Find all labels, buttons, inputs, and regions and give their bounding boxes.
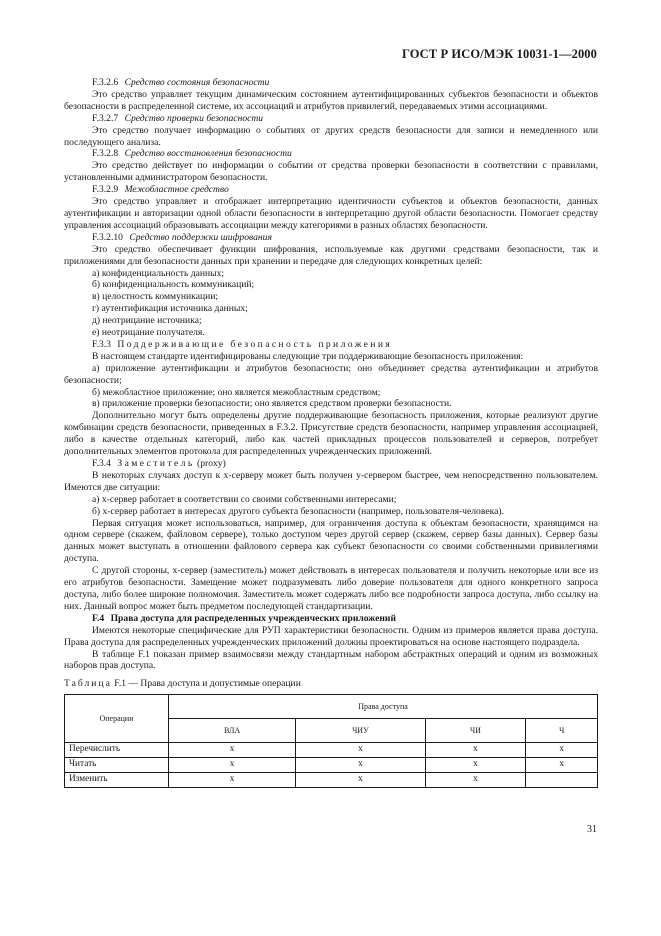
- table-header-row: [65, 695, 598, 719]
- table-cell: x: [169, 758, 296, 773]
- paragraph: Это средство управляет текущим динамическим состоянием аутентифицированных субъектов безопасности и объектов безопасности в распределенной системе, их ассоциаций и атрибутов привилегий, передаваемых этими ассоциациями.: [64, 88, 598, 112]
- list-item: в) приложение проверки безопасности; оно является средством проверки безопасности.: [92, 398, 452, 410]
- paragraph: Это средство получает информацию о событиях от других средств безопасности для записи и немедленного или последующего анализа.: [64, 124, 598, 148]
- paragraph: В некоторых случаях доступ к x-серверу может быть получен y-сервером быстрее, чем непосредственно пользователем. Имеются две ситуации:: [64, 469, 598, 493]
- section-heading: F.3.2.9 Межобластное средство: [92, 184, 229, 196]
- paragraph: Имеются некоторые специфические для РУП характеристики безопасности. Одним из примеров является права доступа. Права доступа для распределенных учрежденческих приложений должны проектироваться на основе настоящего подраздела.: [64, 624, 598, 648]
- table-row: [65, 758, 598, 773]
- page-number: 31: [587, 824, 597, 835]
- operations-header: Операции: [65, 695, 169, 743]
- column-header: ВЛА: [169, 719, 296, 743]
- section-heading: F.3.2.8 Средство восстановления безопасности: [92, 148, 292, 160]
- list-item: б) x-сервер работает в интересах другого субъекта безопасности (например, пользователя-человека).: [92, 505, 504, 517]
- column-header: Ч: [526, 719, 598, 743]
- table-cell: x: [296, 773, 425, 788]
- operation-cell: Читать: [65, 758, 169, 773]
- section-heading: F.3.2.10 Средство поддержки шифрования: [92, 231, 272, 243]
- list-item: д) неотрицание источника;: [92, 315, 202, 327]
- paragraph: Это средство действует по информации о событии от средства проверки безопасности в соответствии с правилами, установленными администратором безопасности.: [64, 160, 598, 184]
- paragraph: В настоящем стандарте идентифицированы следующие три поддерживающие безопасность приложения:: [92, 350, 524, 362]
- rights-header: Права доступа: [169, 695, 598, 719]
- document-body: [64, 77, 598, 788]
- table-cell: x: [425, 758, 526, 773]
- paragraph: Первая ситуация может использоваться, например, для ограничения доступа к объектам безопасности, хранящимся на одном сервере (скажем, файловом сервере), только доступом через другой сервер (скажем, сервер базы данных). Сервер базы данных может выступать в отношении файлового сервера как субъект безопасности со своими собственными привилегиями доступа.: [64, 517, 598, 565]
- table-cell: x: [526, 758, 598, 773]
- table-caption: Таблица F.1 — Права доступа и допустимые операции: [64, 678, 301, 690]
- section-heading: F.3.2.7 Средство проверки безопасности: [92, 112, 264, 124]
- paragraph: Это средство обеспечивает функции шифрования, используемые как другими средствами безопасности, так и приложениями для безопасности данных при хранении и передаче для следующих конкретных целей:: [64, 243, 598, 267]
- access-rights-table: [64, 694, 598, 788]
- list-item: а) приложение аутентификации и атрибутов безопасности; оно объединяет средства аутентификации и атрибутов безопасности;: [64, 362, 598, 386]
- list-item: г) аутентификация источника данных;: [92, 303, 248, 315]
- section-heading: F.4 Права доступа для распределенных учрежденческих приложений: [92, 612, 396, 624]
- list-item: б) межобластное приложение; оно является межобластным средством;: [92, 386, 381, 398]
- paragraph: Дополнительно могут быть определены другие поддерживающие безопасность приложения, которые реализуют другие комбинации средств безопасности, приведенных в F.3.2. Присутствие средств безопасности, например управления ассоциацией, либо в качестве отдельных категорий, либо как частей прикладных процессов пользователей и серверов, потребует дополнительных элементов протокола для распределенных учрежденческих приложений.: [64, 410, 598, 458]
- table-cell: [526, 773, 598, 788]
- list-item: а) x-сервер работает в соответствии со своими собственными интересами;: [92, 493, 397, 505]
- table-cell: x: [169, 773, 296, 788]
- table-row: [65, 773, 598, 788]
- operation-cell: Изменить: [65, 773, 169, 788]
- table-cell: x: [169, 743, 296, 758]
- table-cell: x: [296, 743, 425, 758]
- document-header: ГОСТ Р ИСО/МЭК 10031-1—2000: [401, 47, 597, 61]
- column-header: ЧИ: [425, 719, 526, 743]
- section-heading: F.3.2.6 Средство состояния безопасности: [92, 77, 270, 88]
- table-cell: x: [425, 743, 526, 758]
- list-item: е) неотрицание получателя.: [92, 327, 205, 339]
- table-cell: x: [296, 758, 425, 773]
- section-heading: F.3.4 Заместитель (proxy): [92, 458, 226, 469]
- table-cell: x: [425, 773, 526, 788]
- paragraph: Это средство управляет и отображает интерпретацию идентичности субъектов и объектов безопасности, данных аутентификации и авторизации одной области безопасности в интерпретацию другой области безопасности. Помогает средству управления ассоциаций образовывать ассоциации между категориями в разных областях безопасности.: [64, 196, 598, 231]
- table-cell: x: [526, 743, 598, 758]
- paragraph: В таблице F.1 показан пример взаимосвязи между стандартным набором абстрактных операций и одним из возможных наборов прав доступа.: [64, 648, 598, 672]
- list-item: в) целостность коммуникации;: [92, 291, 219, 303]
- section-heading: F.3.3 Поддерживающие безопасность приложения: [92, 338, 393, 350]
- list-item: а) конфиденциальность данных;: [92, 267, 225, 279]
- table-row: [65, 743, 598, 758]
- column-header: ЧИУ: [296, 719, 425, 743]
- list-item: б) конфиденциальность коммуникаций;: [92, 279, 255, 291]
- paragraph: С другой стороны, x-сервер (заместитель) может действовать в интересах пользователя и получить некоторые или все из его атрибутов безопасности. Замещение может подразумевать либо доверие пользователя для одного конкретного запроса доступа, либо более широкие полномочия. Заместитель может содержать либо все подробности запроса доступа, либо ссылку на них. Данный вопрос может быть предметом последующей стандартизации.: [64, 565, 598, 612]
- operation-cell: Перечислить: [65, 743, 169, 758]
